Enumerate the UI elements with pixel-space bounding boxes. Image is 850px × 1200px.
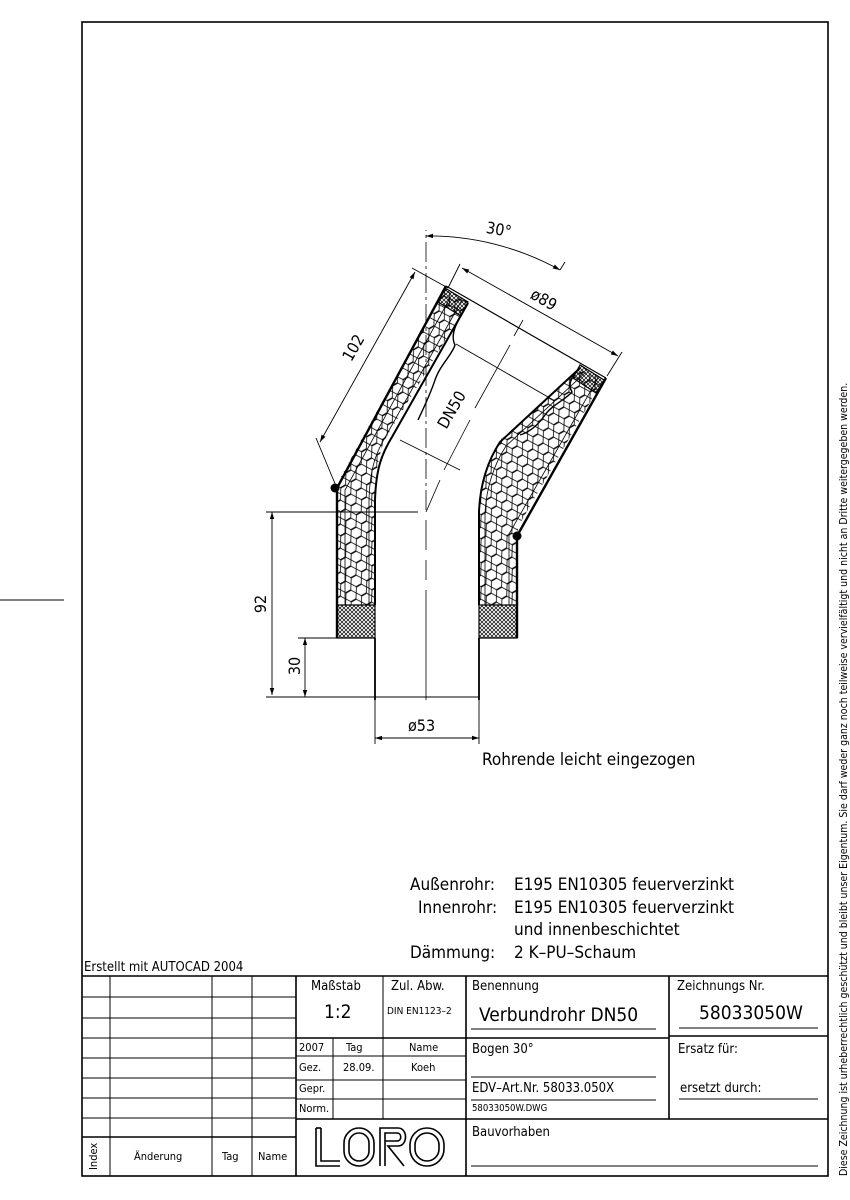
scale-value: 1:2 (324, 1001, 352, 1023)
material-label-inner: Innenrohr: (418, 898, 498, 918)
drawing-number-value: 58033050W (699, 1002, 803, 1024)
drawing-number-label: Zeichnungs Nr. (677, 979, 765, 994)
drawn-name: Koeh (411, 1061, 436, 1074)
file-name: 58033050W.DWG (472, 1103, 548, 1114)
rev-header-name: Name (258, 1150, 288, 1163)
pipe-end-note: Rohrende leicht eingezogen (482, 750, 696, 770)
replacement-for-label: Ersatz für: (678, 1042, 738, 1057)
checked-label: Gepr. (299, 1082, 326, 1095)
insert-length-dimension: 30 (285, 656, 305, 676)
height-dimension: 92 (251, 594, 271, 614)
project-label: Bauvorhaben (472, 1125, 550, 1140)
designation-value: Verbundrohr DN50 (479, 1004, 639, 1026)
rev-header-day: Tag (222, 1150, 239, 1163)
designation-label: Benennung (472, 979, 539, 994)
norm-label: Norm. (299, 1102, 330, 1115)
od-dim-line (462, 268, 618, 356)
subtitle: Bogen 30° (472, 1042, 534, 1057)
edp-number: EDV–Art.Nr. 58033.050X (472, 1081, 615, 1096)
material-label-insulation: Dämmung: (410, 943, 496, 963)
length-dimension: 102 (338, 331, 369, 365)
material-value-inner: E195 EN10305 feuerverzinkt (514, 898, 735, 918)
bottom-left-seal (337, 605, 375, 638)
nominal-size-dimension: DN50 (433, 387, 470, 432)
replaced-by-label: ersetzt durch: (680, 1081, 762, 1096)
tolerance-value: DIN EN1123–2 (387, 1006, 452, 1017)
cad-note: Erstellt mit AUTOCAD 2004 (84, 960, 244, 975)
name-column: Name (409, 1041, 439, 1054)
scale-label: Maßstab (311, 979, 361, 994)
outer-diameter-dimension: ø89 (527, 284, 561, 315)
company-logo (312, 1122, 450, 1172)
material-value-coating: und innenbeschichtet (514, 920, 680, 940)
drawn-label: Gez. (299, 1061, 322, 1074)
material-label-outer: Außenrohr: (410, 875, 495, 895)
end-diameter-dimension: ø53 (408, 716, 436, 735)
tolerance-label: Zul. Abw. (391, 979, 445, 994)
copyright-side-note: Diese Zeichnung ist urheberrechtlich geschützt und bleibt unser Eigentum. Sie darf weder ganz noch teilweise vervielfältigt und nicht an Dritte weitergegeben werden. (838, 382, 850, 1176)
day-column: Tag (346, 1041, 363, 1054)
company-logo-mark (312, 1122, 450, 1172)
rev-header-index: Index (87, 1142, 100, 1170)
bottom-right-seal (479, 605, 517, 638)
rev-header-change: Änderung (134, 1150, 183, 1163)
angle-dimension: 30° (484, 217, 514, 242)
angle-arc-dim (426, 236, 560, 270)
pipe-elbow-drawing (331, 230, 606, 700)
material-value-outer: E195 EN10305 feuerverzinkt (514, 875, 735, 895)
year: 2007 (299, 1041, 325, 1054)
length-dim-line (320, 272, 415, 442)
drawn-date: 28.09. (343, 1061, 375, 1074)
material-value-insulation: 2 K–PU–Schaum (514, 943, 637, 963)
